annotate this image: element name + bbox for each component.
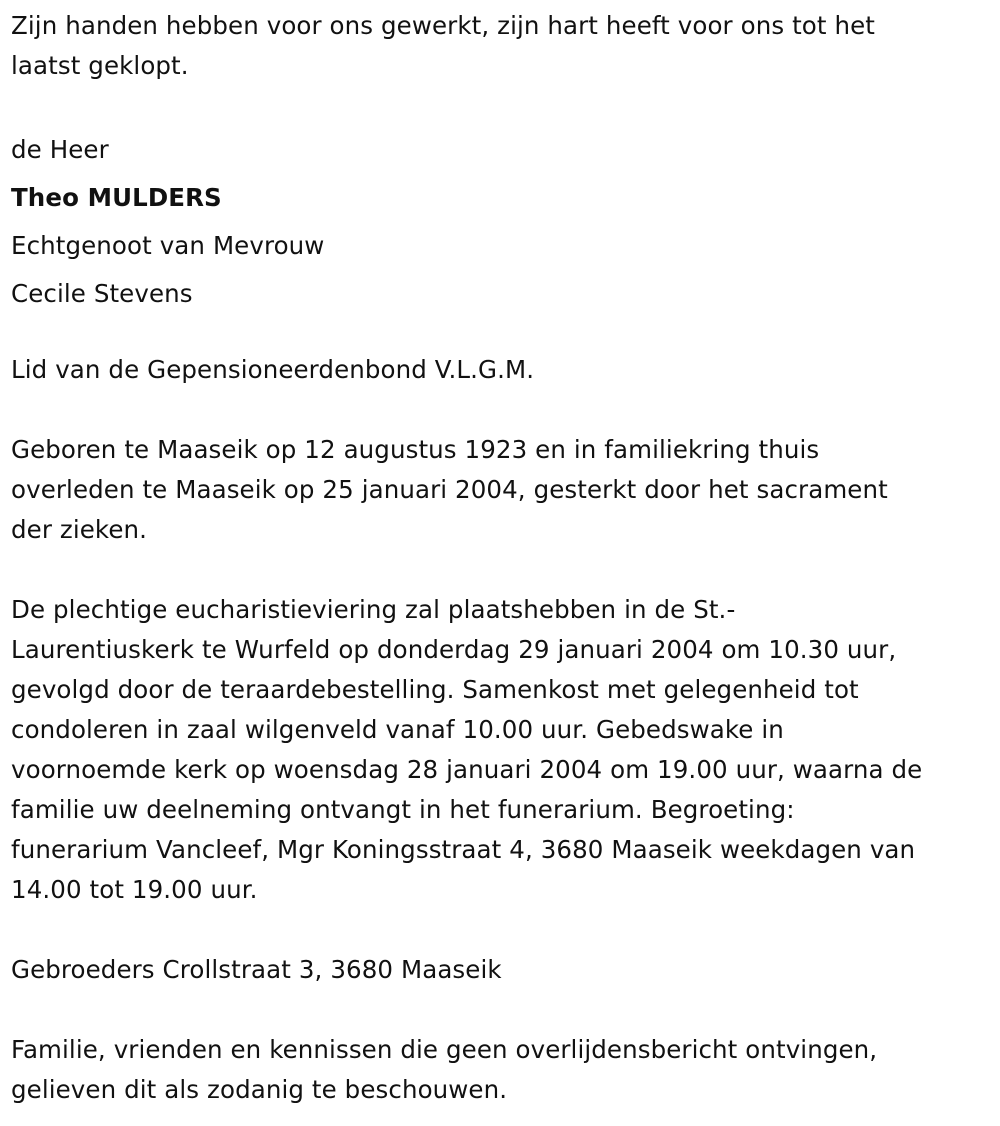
closing-line: gelieven dit als zodanig te beschouwen.: [11, 1075, 508, 1104]
spacer: [11, 990, 1000, 1030]
birth-death-line: der zieken.: [11, 515, 148, 544]
membership-line: Lid van de Gepensioneerdenbond V.L.G.M.: [11, 355, 535, 384]
spouse-name: Cecile Stevens: [11, 279, 193, 308]
ceremony-paragraph: [11, 590, 1000, 910]
closing-paragraph: [11, 1030, 1000, 1110]
ceremony-line: gevolgd door de teraardebestelling. Samenkost met gelegenheid tot: [11, 675, 859, 704]
ceremony-line: Laurentiuskerk te Wurfeld op donderdag 29 januari 2004 om 10.30 uur,: [11, 635, 897, 664]
ceremony-line: 14.00 tot 19.00 uur.: [11, 875, 258, 904]
ceremony-line: funerarium Vancleef, Mgr Koningsstraat 4, 3680 Maaseik weekdagen van: [11, 835, 916, 864]
ceremony-line: familie uw deelneming ontvangt in het funerarium. Begroeting:: [11, 795, 795, 824]
intro-line: laatst geklopt.: [11, 51, 189, 80]
ceremony-line: condoleren in zaal wilgenveld vanaf 10.00 uur. Gebedswake in: [11, 715, 784, 744]
intro-line: Zijn handen hebben voor ons gewerkt, zijn hart heeft voor ons tot het: [11, 11, 875, 40]
ceremony-line: voornoemde kerk op woensdag 28 januari 2004 om 19.00 uur, waarna de: [11, 755, 923, 784]
ceremony-line: De plechtige eucharistieviering zal plaatshebben in de St.-: [11, 595, 736, 624]
intro-paragraph: [11, 6, 1000, 86]
spacer: [11, 86, 1000, 126]
spacer: [11, 390, 1000, 430]
birth-death-line: overleden te Maaseik op 25 januari 2004, gesterkt door het sacrament: [11, 475, 888, 504]
address-line: Gebroeders Crollstraat 3, 3680 Maaseik: [11, 955, 502, 984]
birth-death-paragraph: [11, 430, 1000, 550]
spacer: [11, 550, 1000, 590]
birth-death-line: Geboren te Maaseik op 12 augustus 1923 en in familiekring thuis: [11, 435, 820, 464]
spouse-line: Echtgenoot van Mevrouw: [11, 231, 325, 260]
spacer: [11, 318, 1000, 350]
spacer: [11, 910, 1000, 950]
closing-line: Familie, vrienden en kennissen die geen overlijdensbericht ontvingen,: [11, 1035, 878, 1064]
deceased-name: Theo MULDERS: [11, 183, 222, 212]
honorific: de Heer: [11, 135, 109, 164]
